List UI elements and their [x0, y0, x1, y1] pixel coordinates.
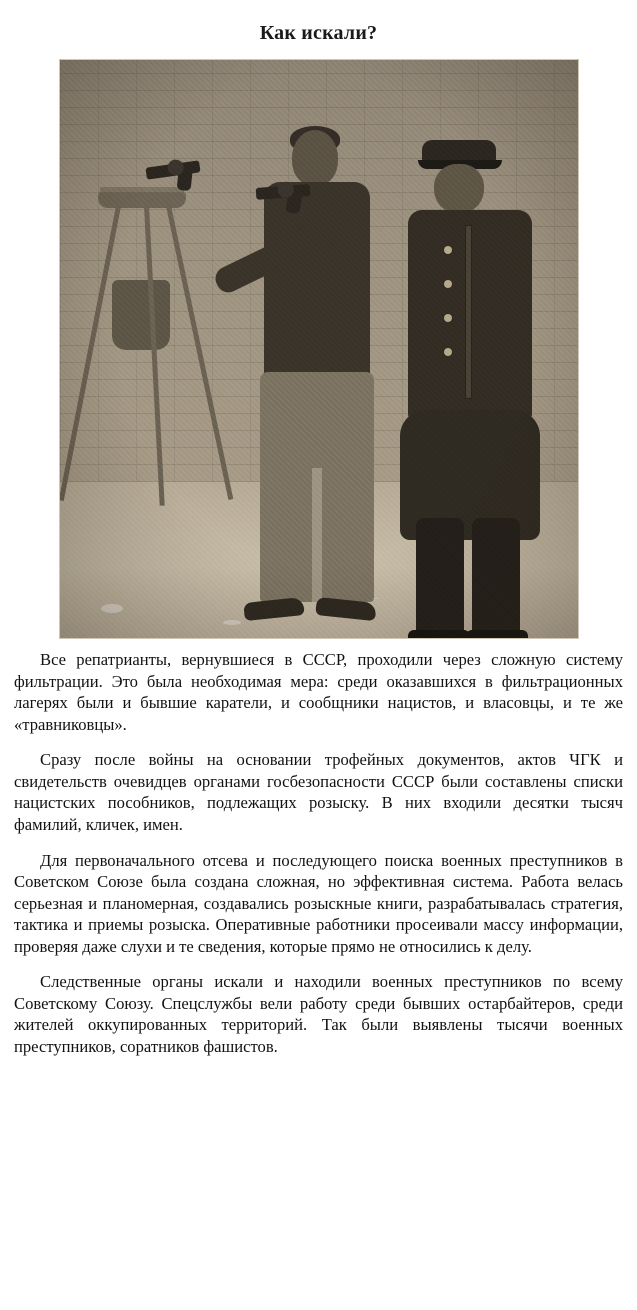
photo-civilian-head	[292, 130, 338, 186]
photo-officer-cap	[422, 140, 496, 162]
photo-officer-button	[444, 348, 452, 356]
photo-officer-button	[444, 314, 452, 322]
photo-civilian-man	[220, 120, 400, 639]
photo-officer-man	[378, 134, 558, 639]
photo-tripod-stand	[90, 170, 200, 500]
historical-photograph	[59, 59, 579, 639]
photo-civilian-jacket	[264, 182, 370, 382]
photo-officer-boot	[472, 518, 520, 639]
article-paragraph: Для первоначального отсева и последующего поиска военных преступников в Советском Союзе была создана сложная, но эффективная система. Работа велась серьезная и планомерная, создавались розыскные книги, разрабатывалась стратегия, тактика и приемы розыска. Оперативные работники просеивали массу информации, проверяя даже слухи и те сведения, которые прямо не относились к делу.	[14, 850, 623, 956]
photo-officer-button	[444, 280, 452, 288]
article-paragraph: Следственные органы искали и находили военных преступников по всему Советскому Союзу. Спецслужбы вели работу среди бывших остарбайтеров, среди жителей оккупированных территорий. Так были выявлены тысячи военных преступников, соратников фашистов.	[14, 972, 623, 1056]
article-body	[12, 649, 625, 1058]
article-figure	[59, 59, 579, 639]
photo-officer-tunic	[408, 210, 532, 420]
article-paragraph: Сразу после войны на основании трофейных документов, актов ЧГК и свидетельств очевидцев органами госбезопасности СССР были составлены списки нацистских пособников, подлежащих розыску. В них входили десятки тысяч фамилий, кличек, имен.	[14, 750, 623, 834]
article-page	[0, 22, 637, 1310]
photo-officer-boot	[416, 518, 464, 639]
photo-revolver-icon	[255, 184, 310, 200]
photo-officer-boot-sole	[408, 630, 470, 639]
photo-officer-head	[434, 164, 484, 214]
photo-civilian-trousers	[260, 372, 374, 602]
photo-tripod-pot	[112, 280, 170, 350]
page-title: Как искали?	[259, 22, 378, 44]
photo-civilian-shoe	[243, 597, 305, 621]
photo-officer-boot-sole	[466, 630, 528, 639]
photo-tripod-leg	[144, 206, 165, 506]
article-paragraph: Все репатрианты, вернувшиеся в СССР, проходили через сложную систему фильтрации. Это была необходимая мера: среди оказавшихся в фильтрационных лагерях были и бывшие каратели, и сообщники нацистов, и власовцы, и те же «травниковцы».	[14, 650, 623, 734]
photo-officer-button	[444, 246, 452, 254]
photo-tripod-bowl	[98, 192, 186, 208]
